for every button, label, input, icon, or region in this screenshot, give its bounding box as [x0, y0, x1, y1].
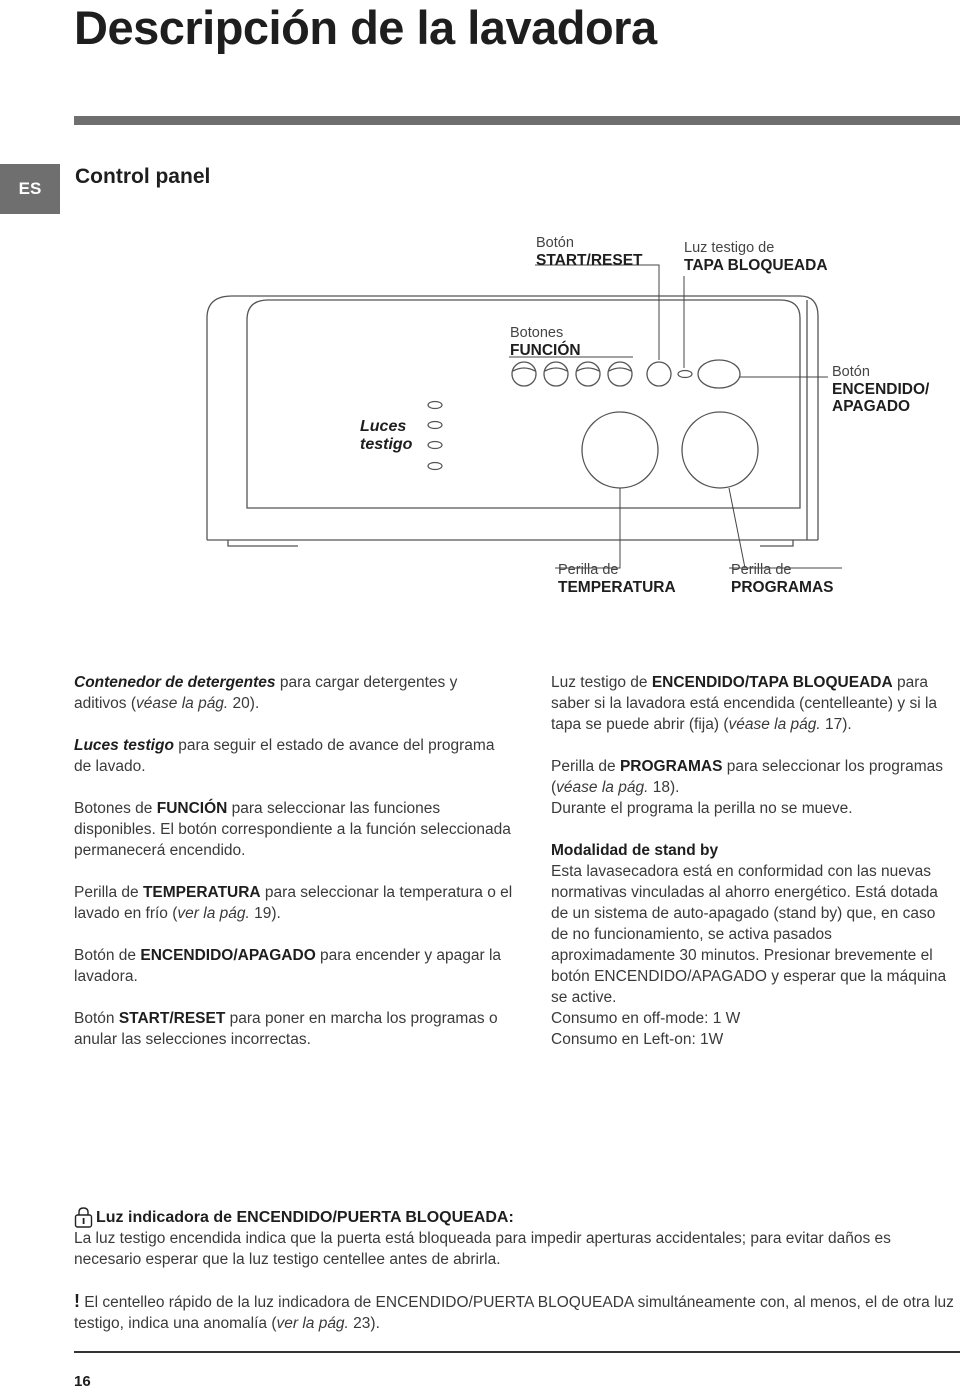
on-off-button-shape: [698, 360, 740, 388]
function-buttons-label: Botones FUNCIÓN: [510, 325, 581, 359]
programme-knob-label: Perilla de PROGRAMAS: [731, 562, 834, 596]
start-reset-button-shape: [647, 362, 671, 386]
temperature-knob-paragraph: Perilla de TEMPERATURA para seleccionar la temperatura o el lavado en frío (ver la pág. 19).: [74, 884, 513, 922]
start-reset-label: Botón START/RESET: [536, 235, 643, 269]
standby-heading: Modalidad de stand by: [551, 842, 719, 859]
function-buttons: [512, 362, 632, 386]
padlock-icon: [74, 1206, 93, 1228]
right-column: [551, 672, 956, 1050]
warning-note: ! El centelleo rápido de la luz indicadora de ENCENDIDO/PUERTA BLOQUEADA simultáneamente con, al menos, el de otra luz testigo, indica una anomalía (ver la pág. 23).: [74, 1291, 954, 1332]
page-number: 16: [74, 1373, 91, 1390]
indicator-lights: [428, 402, 442, 470]
programme-knob-note: Durante el programa la perilla no se mueve.: [551, 800, 853, 817]
lock-note-text: La luz testigo encendida indica que la puerta está bloqueada para impedir aperturas accidentales; para evitar daños es necesario esperar que la luz testigo centellee antes de abrirla.: [74, 1230, 891, 1268]
control-panel-diagram: [0, 0, 960, 640]
standby-text: Esta lavasecadora está en conformidad con las nuevas normativas vinculadas al ahorro energético. Está dotada de un sistema de auto-apagado (stand by) que, en caso de no funcionamiento, se activa pasados aproximadamente 30 minutos. Presionar brevemente el botón ENCENDIDO/APAGADO y esperar que la máquina se active.: [551, 863, 947, 1006]
temperature-knob-label: Perilla de TEMPERATURA: [558, 562, 676, 596]
language-tab: ES: [0, 164, 60, 214]
lock-note: [74, 1206, 956, 1270]
on-off-paragraph: Botón de ENCENDIDO/APAGADO para encender y apagar la lavadora.: [74, 947, 502, 985]
section-title: Control panel: [75, 165, 211, 188]
indicator-lights-paragraph: Luces testigo para seguir el estado de avance del programa de lavado.: [74, 737, 495, 775]
start-reset-paragraph: Botón START/RESET para poner en marcha los programas o anular las selecciones incorrectas.: [74, 1010, 498, 1048]
footer-rule: [74, 1351, 960, 1353]
temperature-knob-shape: [582, 412, 658, 488]
consumption-left-on: Consumo en Left-on: 1W: [551, 1031, 724, 1048]
lid-lock-light-shape: [678, 371, 692, 378]
programme-knob-paragraph: Perilla de PROGRAMAS para seleccionar los programas (véase la pág. 18).: [551, 758, 943, 796]
function-buttons-paragraph: Botones de FUNCIÓN para seleccionar las funciones disponibles. El botón correspondiente a la función seleccionada permanecerá encendido.: [74, 800, 511, 859]
lid-lock-light-paragraph: Luz testigo de ENCENDIDO/TAPA BLOQUEADA para saber si la lavadora está encendida (centelleante) y si la tapa se puede abrir (fija) (véase la pág. 17).: [551, 674, 938, 733]
warning-mark: !: [74, 1291, 80, 1311]
page-title: Descripción de la lavadora: [74, 1, 657, 54]
indicator-lights-label: Luces testigo: [360, 418, 413, 453]
lid-lock-light-label: Luz testigo de TAPA BLOQUEADA: [684, 240, 828, 274]
detergent-drawer-paragraph: Contenedor de detergentes para cargar detergentes y aditivos (véase la pág. 20).: [74, 674, 458, 712]
on-off-label: Botón ENCENDIDO/ APAGADO: [832, 364, 930, 415]
lock-note-heading: Luz indicadora de ENCENDIDO/PUERTA BLOQUEADA:: [74, 1206, 956, 1228]
left-column: [74, 672, 514, 1050]
consumption-off-mode: Consumo en off-mode: 1 W: [551, 1010, 741, 1027]
programme-knob-shape: [682, 412, 758, 488]
